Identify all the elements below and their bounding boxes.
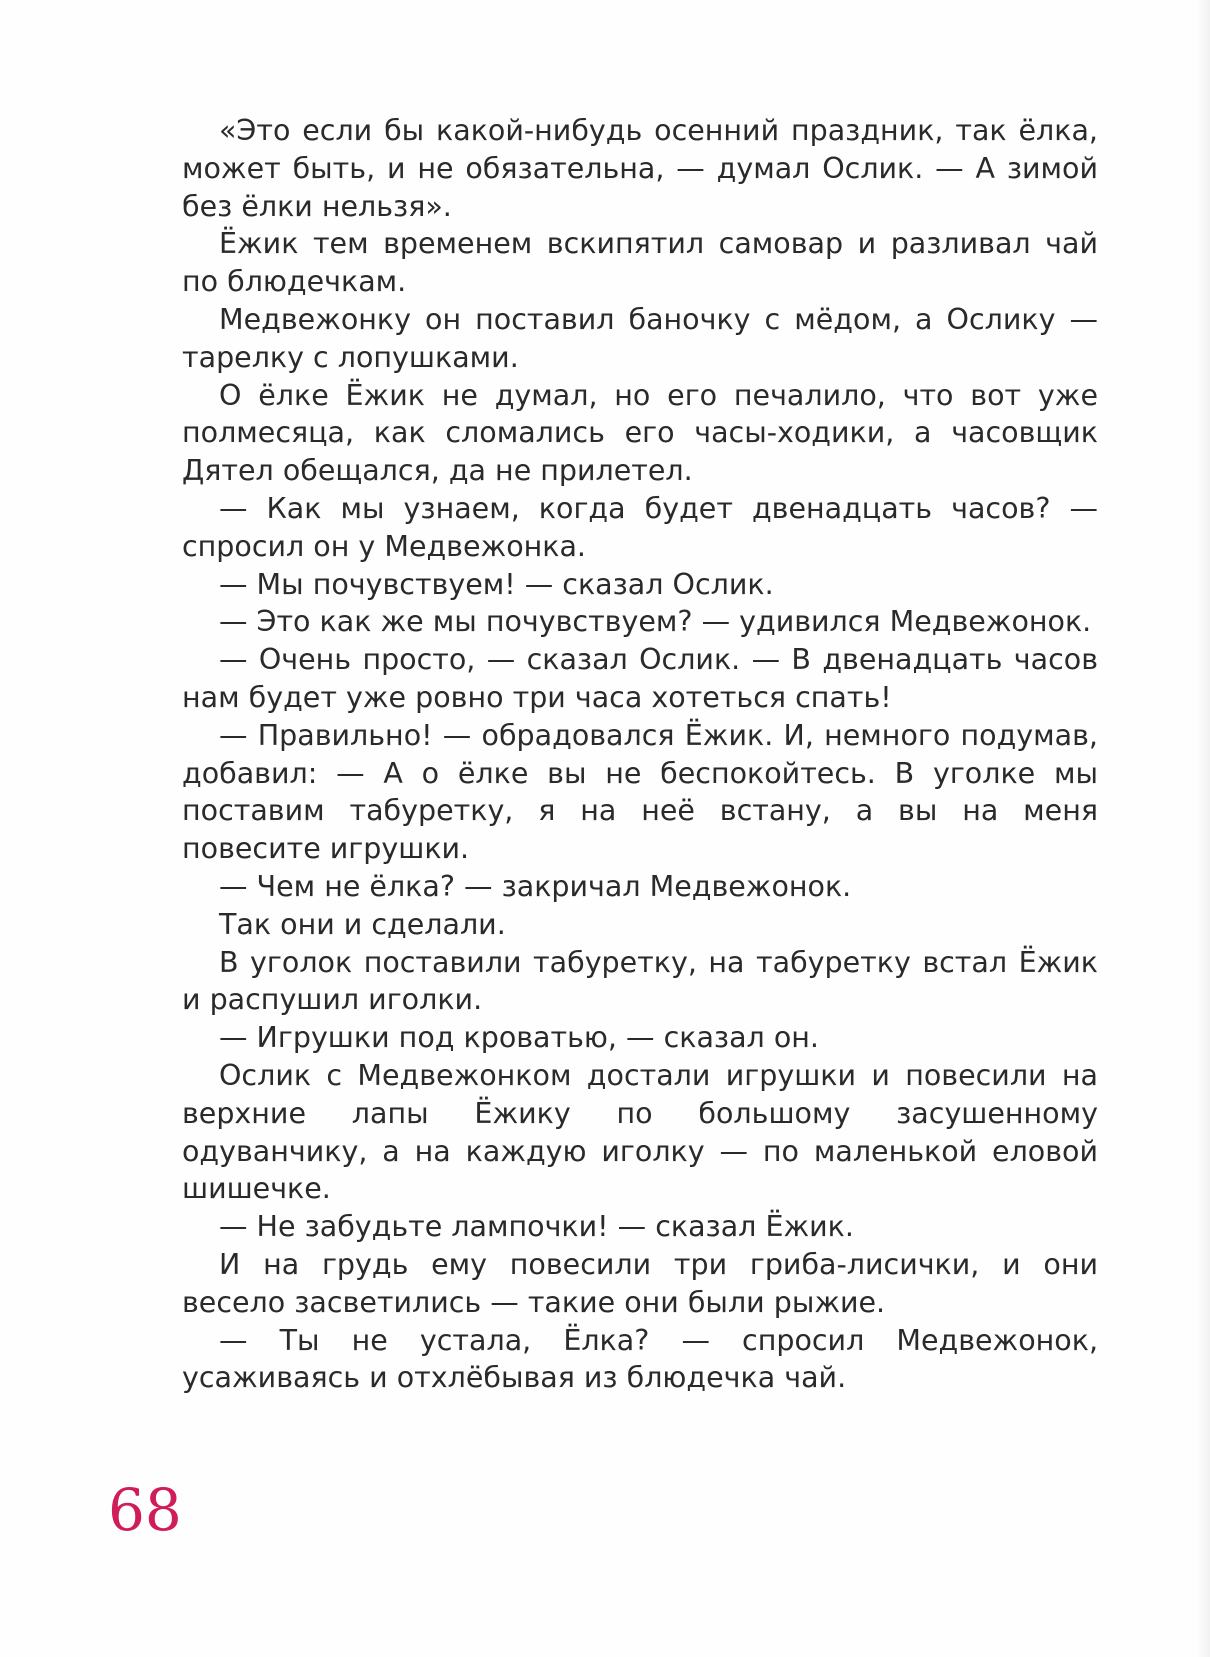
- paragraph: Ослик с Медвежонком достали игрушки и повесили на верхние лапы Ёжику по большому засушенному одуванчику, а на каждую иголку — по маленькой еловой шишечке.: [182, 1058, 1098, 1206]
- paragraph: О ёлке Ёжик не думал, но его печалило, что вот уже полмесяца, как сломались его часы-ходики, а часовщик Дятел обещался, да не прилетел.: [182, 378, 1098, 488]
- paragraph: — Ты не устала, Ёлка? — спросил Медвежонок, усаживаясь и отхлёбывая из блюдечка чай.: [182, 1323, 1098, 1395]
- paragraph: — Чем не ёлка? — закричал Медвежонок.: [219, 869, 852, 903]
- story-text: [182, 112, 1098, 1397]
- paragraph: — Как мы узнаем, когда будет двенадцать часов? — спросил он у Медвежонка.: [182, 491, 1098, 563]
- paragraph: Ёжик тем временем вскипятил самовар и разливал чай по блюдечкам.: [182, 227, 1098, 299]
- paragraph: — Не забудьте лампочки! — сказал Ёжик.: [219, 1210, 854, 1244]
- paragraph: Медвежонку он поставил баночку с мёдом, а Ослику — тарелку с лопушками.: [182, 302, 1098, 374]
- paragraph: — Правильно! — обрадовался Ёжик. И, немного подумав, добавил: — А о ёлке вы не беспокойтесь. В уголке мы поставим табуретку, я на неё встану, а вы на меня повесите игрушки.: [182, 718, 1098, 866]
- paragraph: — Игрушки под кроватью, — сказал он.: [219, 1021, 819, 1055]
- paragraph: И на грудь ему повесили три гриба-лисички, и они весело засветились — такие они были рыжие.: [182, 1247, 1098, 1319]
- paragraph: — Мы почувствуем! — сказал Ослик.: [219, 567, 774, 601]
- paragraph: — Это как же мы почувствуем? — удивился Медвежонок.: [219, 605, 1092, 639]
- page-number: 68: [108, 1476, 182, 1544]
- paragraph: «Это если бы какой-нибудь осенний праздник, так ёлка, может быть, и не обязательна, — думал Ослик. — А зимой без ёлки нельзя».: [182, 114, 1098, 223]
- paragraph: Так они и сделали.: [219, 907, 506, 941]
- paragraph: — Очень просто, — сказал Ослик. — В двенадцать часов нам будет уже ровно три часа хотеться спать!: [182, 643, 1098, 714]
- paragraph: В уголок поставили табуретку, на табуретку встал Ёжик и распушил иголки.: [182, 945, 1098, 1017]
- page-edge-shadow: [1196, 0, 1210, 1657]
